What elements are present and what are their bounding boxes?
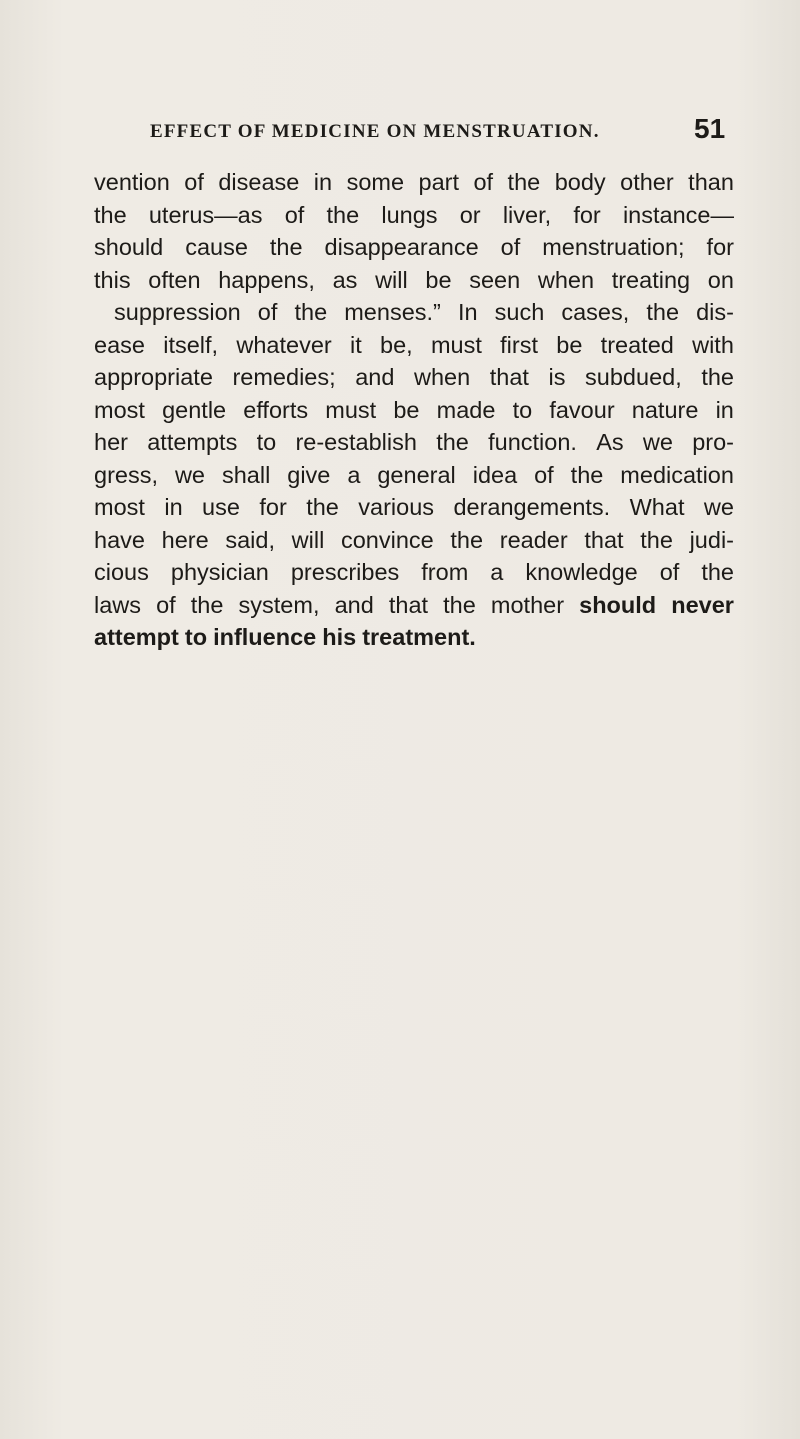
- word: efforts: [243, 396, 309, 423]
- word: subdued,: [585, 364, 682, 390]
- word: mother: [490, 591, 565, 618]
- word: for: [573, 201, 601, 228]
- text-line: [94, 394, 734, 427]
- word: nature: [631, 396, 699, 423]
- word: a: [490, 559, 504, 585]
- text-line: [94, 264, 734, 297]
- word: As: [596, 429, 624, 455]
- word: be: [425, 266, 452, 293]
- word: idea: [472, 461, 518, 488]
- word: convince: [340, 526, 434, 553]
- word: reader: [499, 526, 568, 553]
- word: is: [548, 364, 566, 390]
- word: various: [358, 494, 435, 520]
- word: will: [291, 526, 325, 553]
- word: when: [413, 364, 471, 390]
- word: disappearance: [324, 234, 479, 260]
- word: must: [430, 331, 482, 358]
- word: her: [94, 429, 128, 455]
- word: for: [259, 494, 287, 520]
- word: of: [184, 169, 204, 195]
- word: of: [534, 461, 554, 488]
- word: we: [703, 494, 734, 520]
- word: itself,: [163, 331, 219, 358]
- word: often: [148, 266, 201, 293]
- word: of: [284, 201, 305, 228]
- text-line: [94, 459, 734, 492]
- word: and: [334, 591, 374, 618]
- text-line: [94, 231, 734, 264]
- word: whatever: [236, 331, 332, 358]
- word: most: [94, 396, 145, 423]
- word: In: [457, 299, 478, 325]
- word: in: [164, 494, 183, 520]
- word: should: [579, 591, 657, 618]
- word: disease: [218, 169, 300, 195]
- word: first: [500, 331, 538, 358]
- text-line: [94, 199, 734, 232]
- word: pro-: [692, 429, 734, 455]
- word: attempt: [94, 624, 179, 650]
- word: here: [161, 526, 209, 553]
- word: the: [570, 461, 604, 488]
- word: to: [256, 429, 277, 455]
- word: judi-: [689, 526, 734, 553]
- word: the: [190, 591, 224, 618]
- word: the: [436, 429, 469, 455]
- word: derangements.: [453, 494, 611, 520]
- word: menses.”: [344, 299, 441, 325]
- word: the: [326, 201, 360, 228]
- word: knowledge: [525, 559, 638, 585]
- word: when: [537, 266, 595, 293]
- word: of: [473, 169, 494, 195]
- word: menstruation;: [542, 234, 685, 260]
- word: the: [701, 364, 734, 390]
- word: must: [325, 396, 377, 423]
- word: that: [388, 591, 429, 618]
- word: treatment.: [362, 624, 476, 650]
- word: the: [640, 526, 673, 553]
- word: system,: [238, 591, 320, 618]
- word: function.: [488, 429, 577, 455]
- word: the: [646, 299, 680, 325]
- word: gress,: [94, 461, 158, 488]
- word: liver,: [502, 201, 552, 228]
- word: of: [257, 299, 278, 325]
- word: that: [489, 364, 529, 390]
- word: to: [512, 396, 533, 423]
- text-line: [94, 426, 734, 459]
- word: seen: [469, 266, 521, 293]
- word: the: [507, 169, 541, 195]
- word: such: [494, 299, 545, 325]
- word: some: [346, 169, 405, 195]
- word: a: [347, 461, 361, 488]
- word: treating: [611, 266, 691, 293]
- text-line: [94, 329, 734, 362]
- word: happens,: [218, 266, 315, 293]
- word: shall: [221, 461, 271, 488]
- word: instance—: [622, 201, 734, 228]
- word: be: [556, 331, 583, 358]
- word: influence: [213, 624, 317, 650]
- word: and: [355, 364, 395, 390]
- word: the: [269, 234, 303, 260]
- text-line: [94, 491, 734, 524]
- word: be: [393, 396, 420, 423]
- word: of: [500, 234, 521, 260]
- word: the: [294, 299, 328, 325]
- word: cases,: [561, 299, 630, 325]
- page-number: 51: [694, 113, 726, 144]
- word: be,: [380, 331, 413, 358]
- word: the: [94, 201, 127, 228]
- text-line: [94, 556, 734, 589]
- word: use: [202, 494, 240, 520]
- word: give: [287, 461, 331, 488]
- word: suppression: [114, 299, 241, 325]
- word: lungs: [381, 201, 438, 228]
- text-line: [94, 621, 734, 654]
- word: physician: [170, 559, 269, 585]
- word: as: [332, 266, 358, 293]
- word: general: [377, 461, 456, 488]
- word: the: [443, 591, 476, 618]
- word: What: [629, 494, 685, 520]
- word: of: [156, 591, 176, 618]
- word: will: [375, 266, 408, 293]
- word: in: [715, 396, 734, 423]
- word: treated: [600, 331, 674, 358]
- chapter-heading: EFFECT OF MEDICINE ON MENSTRUATION.: [150, 121, 600, 142]
- word: re-establish: [295, 429, 417, 455]
- word: appropriate: [94, 364, 213, 390]
- word: the: [306, 494, 339, 520]
- word: made: [436, 396, 496, 423]
- word: from: [421, 559, 469, 585]
- word: we: [174, 461, 205, 488]
- word: the: [701, 559, 734, 585]
- word: prescribes: [290, 559, 400, 585]
- word: favour: [549, 396, 615, 423]
- text-line: [94, 524, 734, 557]
- word: other: [620, 169, 674, 195]
- word: laws: [94, 591, 142, 618]
- word: it: [349, 331, 362, 358]
- word: have: [94, 526, 145, 553]
- word: this: [94, 266, 131, 293]
- word: cious: [94, 559, 149, 585]
- word: on: [707, 266, 734, 293]
- word: cause: [185, 234, 248, 260]
- text-line: [94, 166, 734, 199]
- word: of: [659, 559, 680, 585]
- word: medication: [620, 461, 734, 488]
- text-line: [94, 361, 734, 394]
- word: that: [584, 526, 624, 553]
- word: uterus—as: [148, 201, 263, 228]
- word: remedies;: [232, 364, 336, 390]
- word: or: [459, 201, 481, 228]
- word: his: [322, 624, 357, 650]
- word: with: [692, 331, 734, 358]
- word: dis-: [696, 299, 734, 325]
- text-line: [94, 589, 734, 622]
- word: for: [706, 234, 734, 260]
- word: body: [554, 169, 606, 195]
- word: should: [94, 234, 164, 260]
- word: attempts: [147, 429, 238, 455]
- word: gentle: [162, 396, 227, 423]
- word: to: [184, 624, 208, 650]
- word: we: [642, 429, 673, 455]
- word: vention: [94, 169, 170, 195]
- word: said,: [225, 526, 275, 553]
- word: never: [671, 591, 734, 618]
- word: in: [313, 169, 333, 195]
- word: most: [94, 494, 145, 520]
- word: the: [450, 526, 484, 553]
- text-line: [94, 296, 734, 329]
- body-paragraph: [94, 166, 734, 654]
- word: ease: [94, 331, 145, 358]
- word: part: [418, 169, 459, 195]
- word: than: [688, 169, 734, 195]
- running-head: [0, 113, 800, 147]
